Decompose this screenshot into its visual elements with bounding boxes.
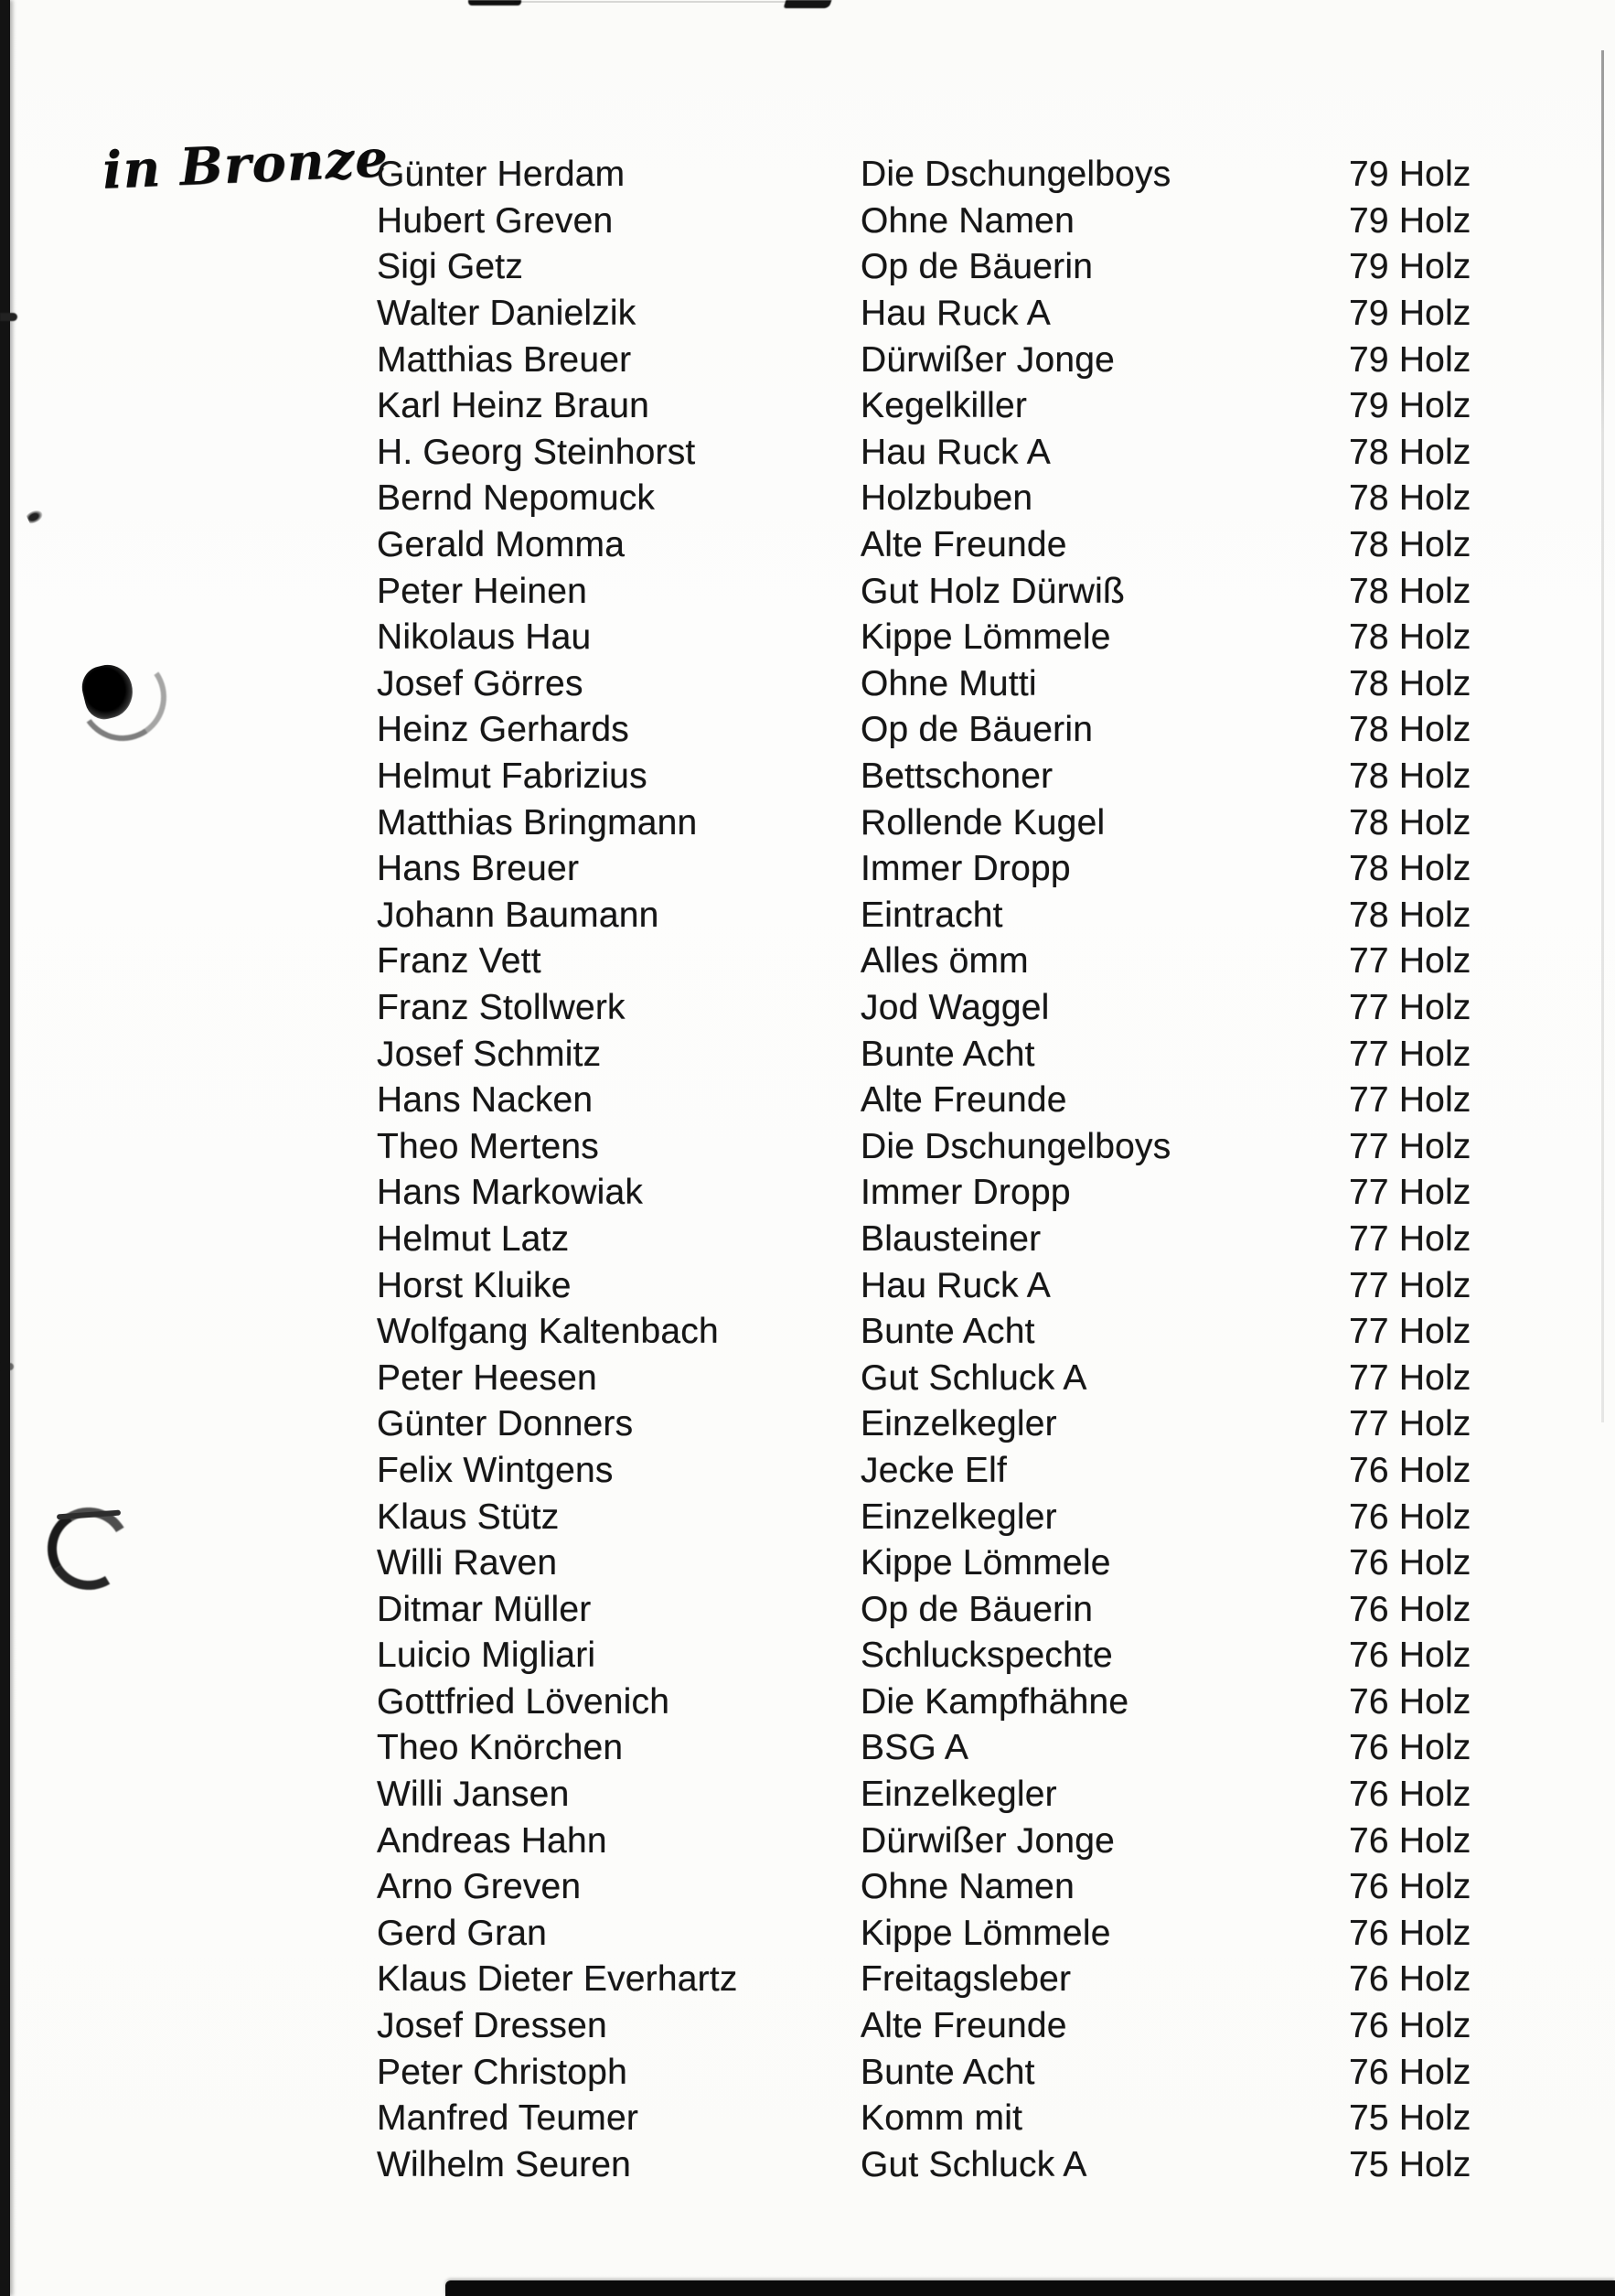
team-name: Gut Schluck A (861, 1357, 1087, 1398)
result-row (377, 337, 1614, 383)
result-row (377, 754, 1614, 800)
result-row (377, 1586, 1614, 1633)
team-name: Immer Dropp (861, 1173, 1071, 1213)
score-value: 78 Holz (1349, 571, 1471, 611)
player-name: Franz Vett (377, 941, 541, 982)
player-name: Matthias Breuer (377, 339, 632, 380)
score-value: 77 Holz (1349, 1080, 1471, 1121)
player-name: Gottfried Lövenich (377, 1681, 670, 1722)
result-row (377, 2003, 1614, 2050)
player-name: Klaus Stütz (377, 1497, 560, 1537)
team-name: Gut Holz Dürwiß (861, 571, 1126, 611)
player-name: Theo Mertens (377, 1126, 600, 1166)
player-name: Klaus Dieter Everhartz (377, 1959, 738, 2000)
player-name: Matthias Bringmann (377, 802, 698, 842)
player-name: Josef Görres (377, 663, 583, 703)
score-value: 76 Holz (1349, 2006, 1471, 2046)
score-value: 76 Holz (1349, 1728, 1471, 1768)
score-value: 78 Holz (1349, 525, 1471, 565)
team-name: Blausteiner (861, 1218, 1042, 1259)
team-name: Ohne Namen (861, 1867, 1075, 1907)
score-value: 76 Holz (1349, 1867, 1471, 1907)
result-row (377, 1818, 1614, 1864)
team-name: Dürwißer Jonge (861, 339, 1116, 380)
score-value: 78 Holz (1349, 478, 1471, 519)
player-name: Peter Christoph (377, 2052, 627, 2092)
team-name: Bettschoner (861, 756, 1053, 797)
player-name: Sigi Getz (377, 247, 524, 287)
team-name: Schluckspechte (861, 1636, 1113, 1676)
result-row (377, 893, 1614, 939)
team-name: Die Dschungelboys (861, 1126, 1171, 1166)
score-value: 78 Holz (1349, 756, 1471, 797)
team-name: Ohne Mutti (861, 663, 1037, 703)
player-name: Wilhelm Seuren (377, 2144, 632, 2184)
score-value: 79 Holz (1349, 155, 1471, 195)
player-name: Hubert Greven (377, 200, 614, 241)
player-name: Horst Kluike (377, 1265, 572, 1305)
result-row (377, 1262, 1614, 1309)
hole-punch-mark-bottom (46, 1504, 128, 1583)
result-row (377, 522, 1614, 569)
team-name: Immer Dropp (861, 849, 1071, 889)
score-value: 77 Holz (1349, 1404, 1471, 1444)
player-name: Willi Raven (377, 1543, 558, 1583)
scan-edge-bottom (445, 2280, 1615, 2296)
player-name: Nikolaus Hau (377, 617, 592, 658)
player-name: Helmut Latz (377, 1218, 570, 1259)
team-name: Op de Bäuerin (861, 1589, 1094, 1629)
player-name: Peter Heesen (377, 1357, 597, 1398)
team-name: Ohne Namen (861, 200, 1075, 241)
team-name: Alte Freunde (861, 1080, 1067, 1121)
player-name: Josef Dressen (377, 2006, 607, 2046)
score-value: 79 Holz (1349, 200, 1471, 241)
result-row (377, 568, 1614, 615)
score-value: 78 Holz (1349, 617, 1471, 658)
score-value: 77 Holz (1349, 1357, 1471, 1398)
scan-mark (0, 1363, 14, 1370)
team-name: Hau Ruck A (861, 432, 1051, 472)
team-name: Freitagsleber (861, 1959, 1072, 2000)
score-value: 77 Holz (1349, 1312, 1471, 1352)
score-value: 78 Holz (1349, 802, 1471, 842)
team-name: Einzelkegler (861, 1404, 1057, 1444)
score-value: 76 Holz (1349, 1913, 1471, 1953)
player-name: Willi Jansen (377, 1775, 570, 1815)
team-name: Jecke Elf (861, 1450, 1008, 1490)
team-name: Kippe Lömmele (861, 1913, 1111, 1953)
result-row (377, 1217, 1614, 1263)
result-row (377, 1679, 1614, 1726)
player-name: Günter Herdam (377, 155, 626, 195)
team-name: Hau Ruck A (861, 1265, 1051, 1305)
result-row (377, 1725, 1614, 1772)
team-name: Hau Ruck A (861, 294, 1051, 334)
player-name: Luicio Migliari (377, 1636, 596, 1676)
team-name: Dürwißer Jonge (861, 1820, 1116, 1861)
result-row (377, 846, 1614, 893)
player-name: Hans Markowiak (377, 1173, 644, 1213)
result-row (377, 1772, 1614, 1819)
result-row (377, 383, 1614, 430)
scan-mark (0, 313, 17, 321)
score-value: 79 Holz (1349, 247, 1471, 287)
score-value: 76 Holz (1349, 2052, 1471, 2092)
player-name: Johann Baumann (377, 895, 659, 935)
result-row (377, 1911, 1614, 1958)
score-value: 76 Holz (1349, 1636, 1471, 1676)
score-value: 78 Holz (1349, 663, 1471, 703)
result-row (377, 1355, 1614, 1401)
result-row (377, 1540, 1614, 1587)
team-name: Komm mit (861, 2098, 1023, 2139)
score-value: 77 Holz (1349, 941, 1471, 982)
player-name: Karl Heinz Braun (377, 386, 650, 426)
result-row (377, 707, 1614, 754)
player-name: Günter Donners (377, 1404, 634, 1444)
result-row (377, 152, 1614, 198)
team-name: Holzbuben (861, 478, 1033, 519)
team-name: Bunte Acht (861, 1312, 1035, 1352)
score-value: 76 Holz (1349, 1589, 1471, 1629)
team-name: Op de Bäuerin (861, 710, 1094, 750)
player-name: Josef Schmitz (377, 1034, 602, 1074)
result-row (377, 1031, 1614, 1078)
player-name: Theo Knörchen (377, 1728, 624, 1768)
score-value: 76 Holz (1349, 1543, 1471, 1583)
player-name: Bernd Nepomuck (377, 478, 656, 519)
score-value: 79 Holz (1349, 386, 1471, 426)
result-row (377, 939, 1614, 985)
result-row (377, 198, 1614, 245)
score-value: 77 Holz (1349, 1218, 1471, 1259)
result-row (377, 1633, 1614, 1679)
score-value: 77 Holz (1349, 1034, 1471, 1074)
score-value: 76 Holz (1349, 1959, 1471, 2000)
score-value: 78 Holz (1349, 710, 1471, 750)
hole-punch-mark-top (79, 653, 163, 735)
result-row (377, 661, 1614, 708)
result-row (377, 1494, 1614, 1540)
result-row (377, 1864, 1614, 1911)
team-name: Die Kampfhähne (861, 1681, 1129, 1722)
score-value: 75 Holz (1349, 2144, 1471, 2184)
result-row (377, 1309, 1614, 1356)
score-value: 77 Holz (1349, 1265, 1471, 1305)
team-name: Alte Freunde (861, 525, 1067, 565)
team-name: Kegelkiller (861, 386, 1028, 426)
scan-edge-left (0, 0, 10, 2296)
player-name: Heinz Gerhards (377, 710, 629, 750)
result-row (377, 2049, 1614, 2096)
team-name: Kippe Lömmele (861, 617, 1111, 658)
player-name: Andreas Hahn (377, 1820, 607, 1861)
score-value: 78 Holz (1349, 432, 1471, 472)
team-name: Die Dschungelboys (861, 155, 1171, 195)
player-name: Gerald Momma (377, 525, 626, 565)
score-value: 77 Holz (1349, 987, 1471, 1027)
player-name: Hans Nacken (377, 1080, 594, 1121)
score-value: 76 Holz (1349, 1450, 1471, 1490)
results-list (377, 152, 1614, 2188)
score-value: 76 Holz (1349, 1681, 1471, 1722)
team-name: Einzelkegler (861, 1497, 1057, 1537)
result-row (377, 1957, 1614, 2003)
team-name: Kippe Lömmele (861, 1543, 1111, 1583)
player-name: H. Georg Steinhorst (377, 432, 696, 472)
score-value: 75 Holz (1349, 2098, 1471, 2139)
result-row (377, 244, 1614, 291)
result-row (377, 615, 1614, 661)
player-name: Hans Breuer (377, 849, 580, 889)
score-value: 79 Holz (1349, 294, 1471, 334)
score-value: 77 Holz (1349, 1173, 1471, 1213)
result-row (377, 985, 1614, 1032)
team-name: Alte Freunde (861, 2006, 1067, 2046)
player-name: Franz Stollwerk (377, 987, 626, 1027)
player-name: Walter Danielzik (377, 294, 636, 334)
team-name: Eintracht (861, 895, 1003, 935)
result-row (377, 476, 1614, 522)
player-name: Helmut Fabrizius (377, 756, 647, 797)
result-row (377, 799, 1614, 846)
result-row (377, 2142, 1614, 2189)
player-name: Wolfgang Kaltenbach (377, 1312, 719, 1352)
scan-speck (26, 508, 45, 525)
result-row (377, 291, 1614, 338)
score-value: 77 Holz (1349, 1126, 1471, 1166)
result-row (377, 1448, 1614, 1495)
team-name: Alles ömm (861, 941, 1029, 982)
result-row (377, 1170, 1614, 1217)
scan-smudge (514, 1, 788, 3)
player-name: Peter Heinen (377, 571, 588, 611)
team-name: Rollende Kugel (861, 802, 1106, 842)
player-name: Gerd Gran (377, 1913, 548, 1953)
team-name: Einzelkegler (861, 1775, 1057, 1815)
score-value: 76 Holz (1349, 1820, 1471, 1861)
team-name: Bunte Acht (861, 1034, 1035, 1074)
result-row (377, 430, 1614, 477)
score-value: 78 Holz (1349, 849, 1471, 889)
score-value: 79 Holz (1349, 339, 1471, 380)
team-name: Gut Schluck A (861, 2144, 1087, 2184)
player-name: Manfred Teumer (377, 2098, 639, 2139)
team-name: Bunte Acht (861, 2052, 1035, 2092)
result-row (377, 1401, 1614, 1448)
section-heading: in Bronze (101, 128, 390, 201)
team-name: Op de Bäuerin (861, 247, 1094, 287)
player-name: Ditmar Müller (377, 1589, 592, 1629)
result-row (377, 1123, 1614, 1170)
team-name: BSG A (861, 1728, 969, 1768)
score-value: 76 Holz (1349, 1497, 1471, 1537)
player-name: Felix Wintgens (377, 1450, 614, 1490)
scan-smudge (784, 0, 832, 8)
score-value: 78 Holz (1349, 895, 1471, 935)
result-row (377, 2096, 1614, 2142)
result-row (377, 1078, 1614, 1124)
score-value: 76 Holz (1349, 1775, 1471, 1815)
player-name: Arno Greven (377, 1867, 582, 1907)
team-name: Jod Waggel (861, 987, 1050, 1027)
